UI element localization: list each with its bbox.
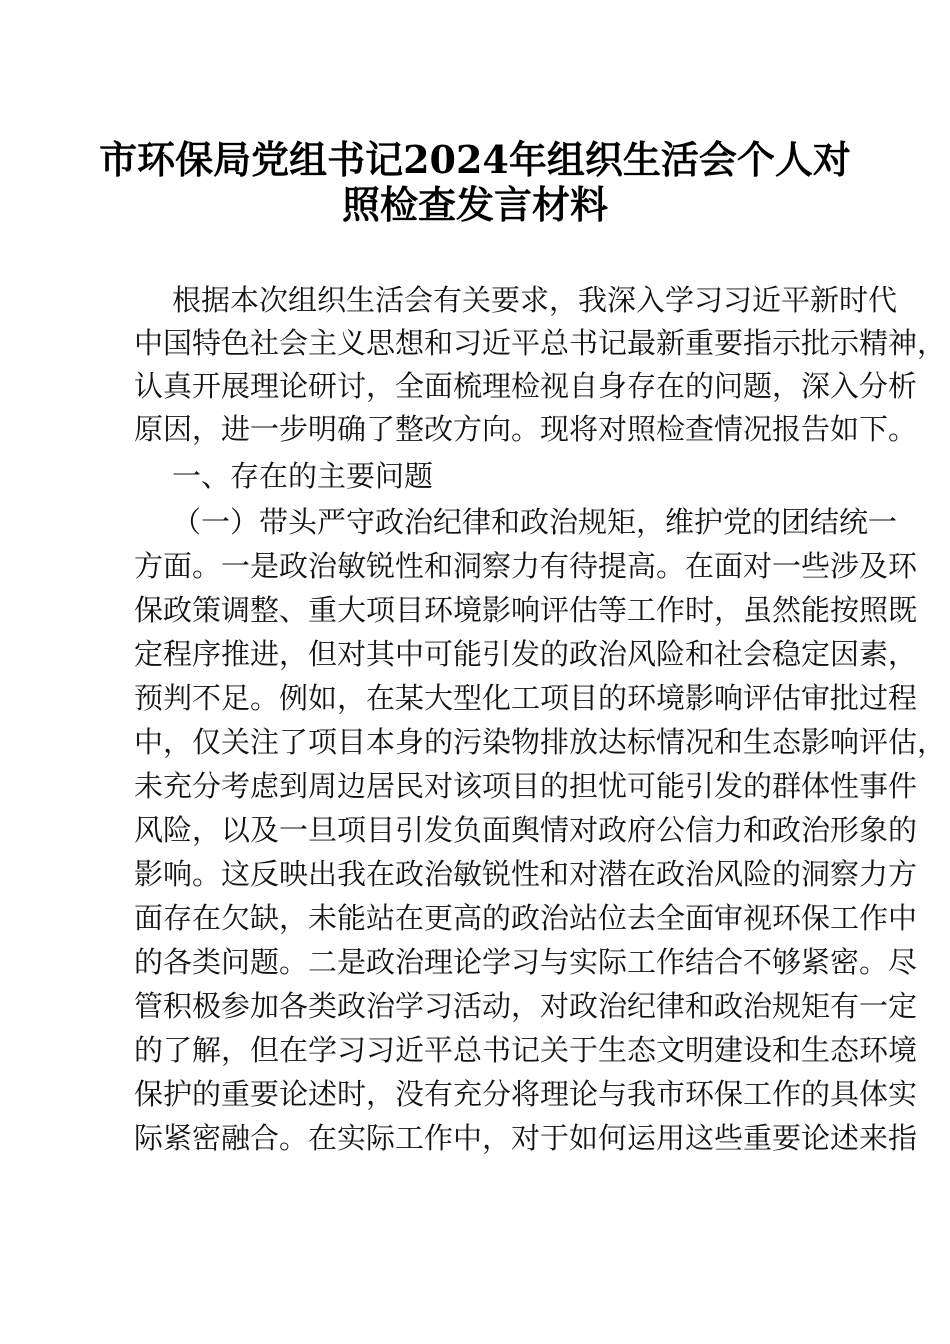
- paragraph-line: 的各类问题。二是政治理论学习与实际工作结合不够紧密。尽: [134, 945, 918, 979]
- paragraph-line: 中，仅关注了项目本身的污染物排放达标情况和生态影响评估，: [134, 725, 947, 759]
- paragraph-line: 管积极参加各类政治学习活动，对政治纪律和政治规矩有一定: [134, 989, 918, 1023]
- paragraph-line: 的了解，但在学习习近平总书记关于生态文明建设和生态环境: [134, 1033, 918, 1067]
- paragraph-line: 风险，以及一旦项目引发负面舆情对政府公信力和政治形象的: [134, 813, 918, 847]
- paragraph-line: 保政策调整、重大项目环境影响评估等工作时，虽然能按照既: [134, 593, 918, 627]
- paragraph-line: 方面。一是政治敏锐性和洞察力有待提高。在面对一些涉及环: [134, 549, 918, 583]
- paragraph-line: 际紧密融合。在实际工作中，对于如何运用这些重要论述来指: [134, 1121, 918, 1155]
- paragraph-line: 面存在欠缺，未能站在更高的政治站位去全面审视环保工作中: [134, 901, 918, 935]
- paragraph-line: 预判不足。例如，在某大型化工项目的环境影响评估审批过程: [134, 681, 918, 715]
- section-heading: 一、存在的主要问题: [172, 459, 434, 493]
- paragraph-line: （一）带头严守政治纪律和政治规矩，维护党的团结统一: [172, 505, 898, 539]
- paragraph-line: 原因，进一步明确了整改方向。现将对照检查情况报告如下。: [134, 412, 918, 446]
- document-title-line-2: 照检查发言材料: [341, 182, 608, 227]
- paragraph-line: 中国特色社会主义思想和习近平总书记最新重要指示批示精神，: [134, 326, 947, 360]
- paragraph-line: 根据本次组织生活会有关要求，我深入学习习近平新时代: [172, 283, 898, 317]
- paragraph-line: 保护的重要论述时，没有充分将理论与我市环保工作的具体实: [134, 1077, 918, 1111]
- document-title-line-1: 市环保局党组书记2024年组织生活会个人对: [99, 137, 851, 182]
- paragraph-line: 未充分考虑到周边居民对该项目的担忧可能引发的群体性事件: [134, 769, 918, 803]
- paragraph-line: 认真开展理论研讨，全面梳理检视自身存在的问题，深入分析: [134, 369, 918, 403]
- paragraph-line: 影响。这反映出我在政治敏锐性和对潜在政治风险的洞察力方: [134, 857, 918, 891]
- paragraph-line: 定程序推进，但对其中可能引发的政治风险和社会稳定因素，: [134, 637, 918, 671]
